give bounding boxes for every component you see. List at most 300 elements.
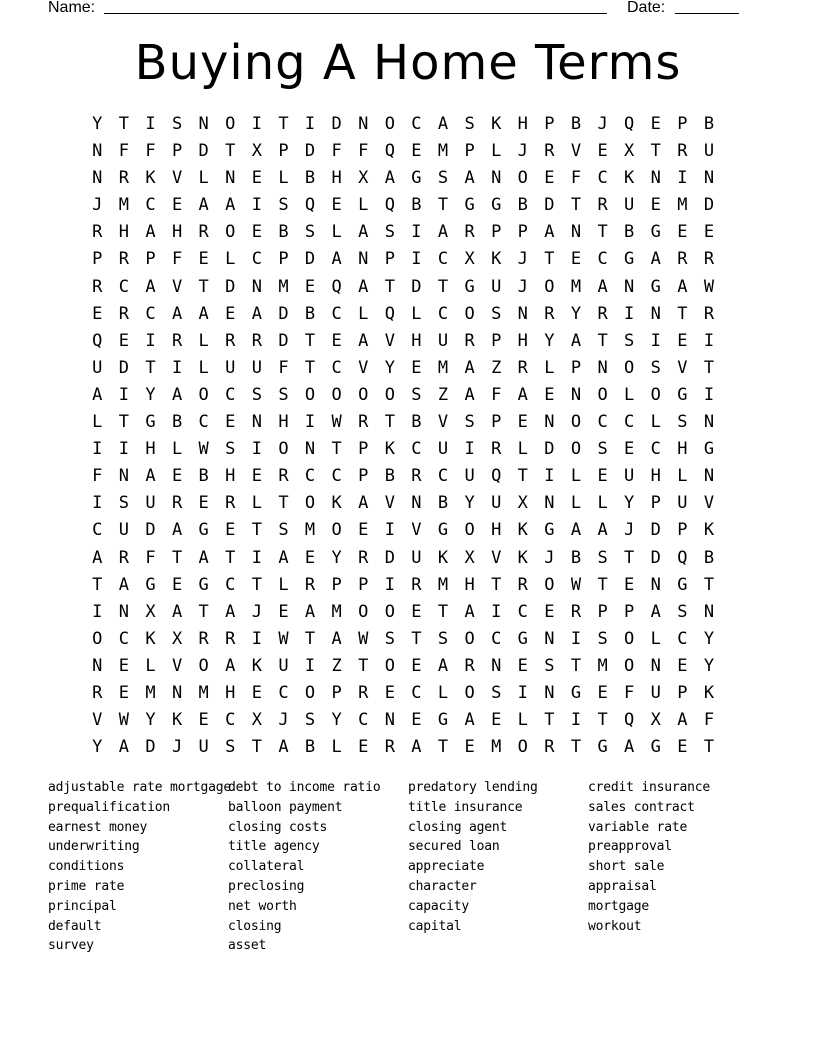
grid-letter[interactable]: B xyxy=(198,466,209,487)
grid-letter[interactable]: A xyxy=(171,520,183,541)
grid-letter[interactable]: I xyxy=(92,493,103,514)
grid-letter[interactable]: C xyxy=(331,303,342,324)
grid-letter[interactable]: T xyxy=(358,655,369,676)
grid-letter[interactable]: V xyxy=(491,547,502,568)
grid-letter[interactable]: N xyxy=(411,493,422,514)
grid-letter[interactable]: A xyxy=(225,655,236,676)
grid-letter[interactable]: B xyxy=(703,547,715,568)
grid-letter[interactable]: A xyxy=(331,249,342,270)
grid-letter[interactable]: K xyxy=(145,168,156,189)
grid-letter[interactable]: I xyxy=(92,439,103,460)
grid-letter[interactable]: A xyxy=(171,601,183,622)
grid-letter[interactable]: N xyxy=(225,168,236,189)
grid-letter[interactable]: G xyxy=(677,384,688,405)
grid-letter[interactable]: P xyxy=(331,682,342,703)
grid-letter[interactable]: I xyxy=(384,574,395,595)
grid-letter[interactable]: M xyxy=(198,682,209,703)
grid-letter[interactable]: R xyxy=(92,682,103,703)
grid-letter[interactable]: U xyxy=(278,655,289,676)
grid-letter[interactable]: N xyxy=(703,601,715,622)
grid-letter[interactable]: F xyxy=(278,357,289,378)
grid-letter[interactable]: S xyxy=(225,439,236,460)
grid-letter[interactable]: R xyxy=(544,141,555,162)
grid-letter[interactable]: G xyxy=(624,249,635,270)
grid-letter[interactable]: I xyxy=(251,114,262,134)
grid-letter[interactable]: S xyxy=(384,628,395,649)
grid-letter[interactable]: G xyxy=(570,682,582,703)
grid-letter[interactable]: V xyxy=(384,493,395,514)
grid-letter[interactable]: N xyxy=(251,412,262,433)
grid-letter[interactable]: L xyxy=(331,737,342,758)
grid-letter[interactable]: E xyxy=(198,710,209,731)
grid-letter[interactable]: A xyxy=(464,384,475,405)
grid-letter[interactable]: R xyxy=(358,547,369,568)
grid-letter[interactable]: A xyxy=(677,710,688,731)
grid-letter[interactable]: Y xyxy=(384,357,395,378)
grid-letter[interactable]: C xyxy=(198,412,209,433)
grid-letter[interactable]: X xyxy=(464,547,475,568)
grid-letter[interactable]: K xyxy=(171,710,183,731)
grid-letter[interactable]: C xyxy=(225,710,236,731)
grid-letter[interactable]: L xyxy=(544,357,555,378)
grid-letter[interactable]: E xyxy=(650,195,661,216)
grid-letter[interactable]: F xyxy=(624,682,635,703)
grid-letter[interactable]: A xyxy=(544,222,555,243)
grid-letter[interactable]: E xyxy=(171,466,183,487)
grid-letter[interactable]: K xyxy=(437,547,449,568)
grid-letter[interactable]: A xyxy=(145,466,156,487)
grid-letter[interactable]: T xyxy=(304,628,316,649)
grid-letter[interactable]: M xyxy=(118,195,130,216)
grid-letter[interactable]: H xyxy=(650,466,661,487)
grid-letter[interactable]: J xyxy=(517,276,528,297)
grid-letter[interactable]: Y xyxy=(331,547,342,568)
grid-letter[interactable]: G xyxy=(544,520,555,541)
grid-letter[interactable]: A xyxy=(650,601,661,622)
grid-letter[interactable]: T xyxy=(517,466,528,487)
grid-letter[interactable]: T xyxy=(171,547,183,568)
grid-letter[interactable]: B xyxy=(570,114,582,134)
grid-letter[interactable]: R xyxy=(225,493,236,514)
grid-letter[interactable]: T xyxy=(198,601,209,622)
grid-letter[interactable]: O xyxy=(544,574,555,595)
grid-letter[interactable]: H xyxy=(225,466,236,487)
grid-letter[interactable]: T xyxy=(411,628,422,649)
grid-letter[interactable]: E xyxy=(225,303,236,324)
grid-letter[interactable]: H xyxy=(517,114,528,134)
grid-letter[interactable]: W xyxy=(278,628,289,649)
grid-letter[interactable]: D xyxy=(304,249,316,270)
grid-letter[interactable]: L xyxy=(597,493,608,514)
grid-letter[interactable]: J xyxy=(597,114,608,134)
grid-letter[interactable]: P xyxy=(358,466,369,487)
grid-letter[interactable]: I xyxy=(145,114,156,134)
grid-letter[interactable]: V xyxy=(358,357,369,378)
grid-letter[interactable]: A xyxy=(384,168,395,189)
grid-letter[interactable]: C xyxy=(145,195,156,216)
grid-letter[interactable]: T xyxy=(437,601,449,622)
grid-letter[interactable]: B xyxy=(411,195,422,216)
grid-letter[interactable]: S xyxy=(304,710,316,731)
grid-letter[interactable]: S xyxy=(677,601,688,622)
grid-letter[interactable]: P xyxy=(570,357,582,378)
grid-letter[interactable]: C xyxy=(624,412,635,433)
grid-letter[interactable]: L xyxy=(358,195,369,216)
grid-letter[interactable]: L xyxy=(225,249,236,270)
grid-letter[interactable]: V xyxy=(92,710,103,731)
grid-letter[interactable]: Q xyxy=(624,114,635,134)
grid-letter[interactable]: U xyxy=(225,357,236,378)
grid-letter[interactable]: W xyxy=(331,412,342,433)
grid-letter[interactable]: T xyxy=(251,737,262,758)
grid-letter[interactable]: G xyxy=(145,574,156,595)
grid-letter[interactable]: B xyxy=(517,195,528,216)
grid-letter[interactable]: P xyxy=(517,222,528,243)
grid-letter[interactable]: P xyxy=(278,141,289,162)
grid-letter[interactable]: L xyxy=(198,357,209,378)
grid-letter[interactable]: P xyxy=(624,601,635,622)
grid-letter[interactable]: S xyxy=(544,655,555,676)
grid-letter[interactable]: N xyxy=(198,114,209,134)
grid-letter[interactable]: X xyxy=(145,601,156,622)
grid-letter[interactable]: A xyxy=(225,601,236,622)
grid-letter[interactable]: E xyxy=(251,168,262,189)
grid-letter[interactable]: R xyxy=(225,628,236,649)
grid-letter[interactable]: C xyxy=(225,574,236,595)
grid-letter[interactable]: M xyxy=(331,601,342,622)
grid-letter[interactable]: J xyxy=(278,710,289,731)
grid-letter[interactable]: D xyxy=(145,520,156,541)
grid-letter[interactable]: E xyxy=(384,682,395,703)
grid-letter[interactable]: C xyxy=(411,439,422,460)
grid-letter[interactable]: R xyxy=(171,330,183,351)
grid-letter[interactable]: P xyxy=(464,141,475,162)
grid-letter[interactable]: F xyxy=(331,141,342,162)
grid-letter[interactable]: N xyxy=(384,710,395,731)
grid-letter[interactable]: I xyxy=(118,384,130,405)
grid-letter[interactable]: T xyxy=(384,276,395,297)
grid-letter[interactable]: O xyxy=(331,520,342,541)
grid-letter[interactable]: B xyxy=(171,412,183,433)
grid-letter[interactable]: B xyxy=(304,737,316,758)
grid-letter[interactable]: Q xyxy=(331,276,342,297)
grid-letter[interactable]: E xyxy=(703,222,715,243)
grid-letter[interactable]: D xyxy=(118,357,130,378)
grid-letter[interactable]: I xyxy=(251,547,262,568)
grid-letter[interactable]: R xyxy=(411,574,422,595)
grid-letter[interactable]: H xyxy=(225,682,236,703)
grid-letter[interactable]: E xyxy=(544,601,555,622)
grid-letter[interactable]: S xyxy=(278,195,289,216)
grid-letter[interactable]: G xyxy=(198,574,209,595)
grid-letter[interactable]: D xyxy=(544,195,555,216)
grid-letter[interactable]: D xyxy=(198,141,209,162)
grid-letter[interactable]: S xyxy=(278,384,289,405)
grid-letter[interactable]: E xyxy=(331,195,342,216)
grid-letter[interactable]: V xyxy=(384,330,395,351)
grid-letter[interactable]: R xyxy=(544,737,555,758)
grid-letter[interactable]: A xyxy=(145,222,156,243)
grid-letter[interactable]: S xyxy=(225,737,236,758)
grid-letter[interactable]: E xyxy=(118,655,130,676)
grid-letter[interactable]: N xyxy=(118,601,130,622)
grid-letter[interactable]: D xyxy=(278,303,289,324)
grid-letter[interactable]: I xyxy=(251,439,262,460)
grid-letter[interactable]: S xyxy=(118,493,130,514)
grid-letter[interactable]: A xyxy=(198,547,209,568)
grid-letter[interactable]: E xyxy=(251,466,262,487)
grid-letter[interactable]: E xyxy=(411,601,422,622)
grid-letter[interactable]: N xyxy=(544,493,555,514)
grid-letter[interactable]: R xyxy=(570,601,582,622)
grid-letter[interactable]: T xyxy=(384,412,395,433)
grid-letter[interactable]: A xyxy=(278,547,289,568)
grid-letter[interactable]: E xyxy=(624,439,635,460)
grid-letter[interactable]: O xyxy=(92,628,103,649)
grid-letter[interactable]: S xyxy=(650,357,661,378)
grid-letter[interactable]: S xyxy=(597,547,608,568)
grid-letter[interactable]: U xyxy=(437,439,449,460)
grid-letter[interactable]: T xyxy=(198,276,209,297)
grid-letter[interactable]: H xyxy=(171,222,183,243)
grid-letter[interactable]: Z xyxy=(437,384,449,405)
grid-letter[interactable]: S xyxy=(251,384,262,405)
grid-letter[interactable]: H xyxy=(145,439,156,460)
grid-letter[interactable]: J xyxy=(517,141,528,162)
grid-letter[interactable]: L xyxy=(411,303,422,324)
grid-letter[interactable]: Z xyxy=(331,655,342,676)
grid-letter[interactable]: O xyxy=(624,357,635,378)
grid-letter[interactable]: T xyxy=(331,439,342,460)
grid-letter[interactable]: E xyxy=(118,682,130,703)
grid-letter[interactable]: F xyxy=(703,710,715,731)
grid-letter[interactable]: E xyxy=(198,493,209,514)
grid-letter[interactable]: I xyxy=(570,710,582,731)
grid-letter[interactable]: L xyxy=(570,493,582,514)
grid-letter[interactable]: C xyxy=(331,357,342,378)
grid-letter[interactable]: V xyxy=(171,276,183,297)
grid-letter[interactable]: J xyxy=(92,195,103,216)
grid-letter[interactable]: C xyxy=(491,628,502,649)
grid-letter[interactable]: I xyxy=(491,601,502,622)
grid-letter[interactable]: V xyxy=(677,357,688,378)
grid-letter[interactable]: O xyxy=(304,384,316,405)
grid-letter[interactable]: A xyxy=(464,357,475,378)
grid-letter[interactable]: I xyxy=(92,601,103,622)
grid-letter[interactable]: S xyxy=(597,628,608,649)
grid-letter[interactable]: K xyxy=(703,682,715,703)
grid-letter[interactable]: R xyxy=(517,574,528,595)
grid-letter[interactable]: P xyxy=(331,574,342,595)
grid-letter[interactable]: S xyxy=(597,439,608,460)
grid-letter[interactable]: Q xyxy=(384,141,395,162)
grid-letter[interactable]: R xyxy=(278,466,289,487)
grid-letter[interactable]: O xyxy=(517,737,528,758)
grid-letter[interactable]: T xyxy=(304,330,316,351)
grid-letter[interactable]: I xyxy=(411,249,422,270)
grid-letter[interactable]: T xyxy=(225,141,236,162)
grid-letter[interactable]: C xyxy=(358,710,369,731)
grid-letter[interactable]: N xyxy=(517,303,528,324)
grid-letter[interactable]: F xyxy=(358,141,369,162)
grid-letter[interactable]: R xyxy=(597,303,608,324)
grid-letter[interactable]: A xyxy=(331,628,342,649)
grid-letter[interactable]: O xyxy=(225,222,236,243)
grid-letter[interactable]: E xyxy=(171,195,183,216)
grid-letter[interactable]: A xyxy=(304,601,316,622)
grid-letter[interactable]: L xyxy=(198,330,209,351)
grid-letter[interactable]: T xyxy=(304,357,316,378)
grid-letter[interactable]: O xyxy=(464,628,475,649)
grid-letter[interactable]: T xyxy=(703,737,715,758)
grid-letter[interactable]: J xyxy=(251,601,262,622)
grid-letter[interactable]: P xyxy=(384,249,395,270)
grid-letter[interactable]: T xyxy=(225,547,236,568)
grid-letter[interactable]: I xyxy=(251,195,262,216)
grid-letter[interactable]: D xyxy=(544,439,555,460)
grid-letter[interactable]: Q xyxy=(384,303,395,324)
grid-letter[interactable]: E xyxy=(411,357,422,378)
grid-letter[interactable]: V xyxy=(411,520,422,541)
grid-letter[interactable]: R xyxy=(517,357,528,378)
grid-letter[interactable]: A xyxy=(118,574,130,595)
grid-letter[interactable]: L xyxy=(171,439,183,460)
grid-letter[interactable]: E xyxy=(251,222,262,243)
grid-letter[interactable]: J xyxy=(544,547,555,568)
grid-letter[interactable]: T xyxy=(145,357,156,378)
grid-letter[interactable]: A xyxy=(570,520,582,541)
grid-letter[interactable]: E xyxy=(251,682,262,703)
grid-letter[interactable]: R xyxy=(251,330,262,351)
grid-letter[interactable]: C xyxy=(145,303,156,324)
grid-letter[interactable]: F xyxy=(171,249,183,270)
grid-letter[interactable]: V xyxy=(171,168,183,189)
grid-letter[interactable]: H xyxy=(411,330,422,351)
grid-letter[interactable]: E xyxy=(304,276,316,297)
grid-letter[interactable]: A xyxy=(92,547,103,568)
grid-letter[interactable]: A xyxy=(437,222,449,243)
grid-letter[interactable]: E xyxy=(491,710,502,731)
grid-letter[interactable]: E xyxy=(597,141,608,162)
grid-letter[interactable]: T xyxy=(624,547,635,568)
grid-letter[interactable]: R xyxy=(92,276,103,297)
grid-letter[interactable]: T xyxy=(437,276,449,297)
grid-letter[interactable]: C xyxy=(118,276,130,297)
grid-letter[interactable]: T xyxy=(677,303,688,324)
grid-letter[interactable]: E xyxy=(597,682,608,703)
grid-letter[interactable]: R xyxy=(703,249,715,270)
grid-letter[interactable]: O xyxy=(198,384,209,405)
grid-letter[interactable]: V xyxy=(437,412,449,433)
grid-letter[interactable]: R xyxy=(597,195,608,216)
grid-letter[interactable]: N xyxy=(650,574,661,595)
grid-letter[interactable]: P xyxy=(145,249,156,270)
grid-letter[interactable]: E xyxy=(650,114,661,134)
grid-letter[interactable]: A xyxy=(171,303,183,324)
grid-letter[interactable]: D xyxy=(278,330,289,351)
grid-letter[interactable]: G xyxy=(677,574,688,595)
grid-letter[interactable]: I xyxy=(411,222,422,243)
grid-letter[interactable]: L xyxy=(251,493,262,514)
grid-letter[interactable]: A xyxy=(225,195,236,216)
grid-letter[interactable]: B xyxy=(624,222,635,243)
grid-letter[interactable]: F xyxy=(570,168,582,189)
grid-letter[interactable]: K xyxy=(517,547,528,568)
grid-letter[interactable]: R xyxy=(118,303,130,324)
grid-letter[interactable]: C xyxy=(331,466,342,487)
grid-letter[interactable]: N xyxy=(624,276,635,297)
grid-letter[interactable]: X xyxy=(358,168,369,189)
grid-letter[interactable]: R xyxy=(384,737,395,758)
grid-letter[interactable]: C xyxy=(597,168,608,189)
grid-letter[interactable]: Y xyxy=(703,655,715,676)
grid-letter[interactable]: D xyxy=(304,141,316,162)
grid-letter[interactable]: O xyxy=(597,384,608,405)
name-field[interactable] xyxy=(104,13,607,14)
grid-letter[interactable]: E xyxy=(677,330,688,351)
grid-letter[interactable]: I xyxy=(304,655,316,676)
grid-letter[interactable]: G xyxy=(650,222,661,243)
grid-letter[interactable]: E xyxy=(517,412,528,433)
grid-letter[interactable]: J xyxy=(517,249,528,270)
grid-letter[interactable]: I xyxy=(624,303,635,324)
grid-letter[interactable]: Y xyxy=(624,493,635,514)
grid-letter[interactable]: S xyxy=(491,303,502,324)
grid-letter[interactable]: Y xyxy=(92,114,103,134)
grid-letter[interactable]: X xyxy=(251,141,262,162)
grid-letter[interactable]: T xyxy=(597,574,608,595)
grid-letter[interactable]: A xyxy=(198,303,209,324)
grid-letter[interactable]: S xyxy=(624,330,635,351)
grid-letter[interactable]: Q xyxy=(491,466,502,487)
grid-letter[interactable]: P xyxy=(544,114,555,134)
grid-letter[interactable]: A xyxy=(171,384,183,405)
grid-letter[interactable]: Q xyxy=(384,195,395,216)
grid-letter[interactable]: E xyxy=(570,249,582,270)
grid-letter[interactable]: T xyxy=(437,195,449,216)
grid-letter[interactable]: L xyxy=(570,466,582,487)
grid-letter[interactable]: G xyxy=(703,439,715,460)
grid-letter[interactable]: O xyxy=(650,384,661,405)
grid-letter[interactable]: I xyxy=(570,628,582,649)
grid-letter[interactable]: M xyxy=(304,520,316,541)
grid-letter[interactable]: A xyxy=(411,737,422,758)
grid-letter[interactable]: S xyxy=(278,520,289,541)
grid-letter[interactable]: E xyxy=(544,384,555,405)
grid-letter[interactable]: C xyxy=(517,601,528,622)
grid-letter[interactable]: P xyxy=(92,249,103,270)
grid-letter[interactable]: L xyxy=(278,168,289,189)
grid-letter[interactable]: A xyxy=(437,655,449,676)
grid-letter[interactable]: G xyxy=(517,628,528,649)
grid-letter[interactable]: A xyxy=(624,737,635,758)
grid-letter[interactable]: E xyxy=(464,737,475,758)
grid-letter[interactable]: E xyxy=(411,710,422,731)
grid-letter[interactable]: T xyxy=(597,222,608,243)
grid-letter[interactable]: N xyxy=(92,168,103,189)
grid-letter[interactable]: E xyxy=(92,303,103,324)
grid-letter[interactable]: U xyxy=(464,466,475,487)
grid-letter[interactable]: T xyxy=(703,357,715,378)
grid-letter[interactable]: B xyxy=(304,303,316,324)
grid-letter[interactable]: U xyxy=(677,493,688,514)
grid-letter[interactable]: V xyxy=(171,655,183,676)
grid-letter[interactable]: H xyxy=(677,439,688,460)
grid-letter[interactable]: B xyxy=(437,493,449,514)
grid-letter[interactable]: O xyxy=(384,655,395,676)
grid-letter[interactable]: O xyxy=(464,682,475,703)
grid-letter[interactable]: E xyxy=(544,168,555,189)
